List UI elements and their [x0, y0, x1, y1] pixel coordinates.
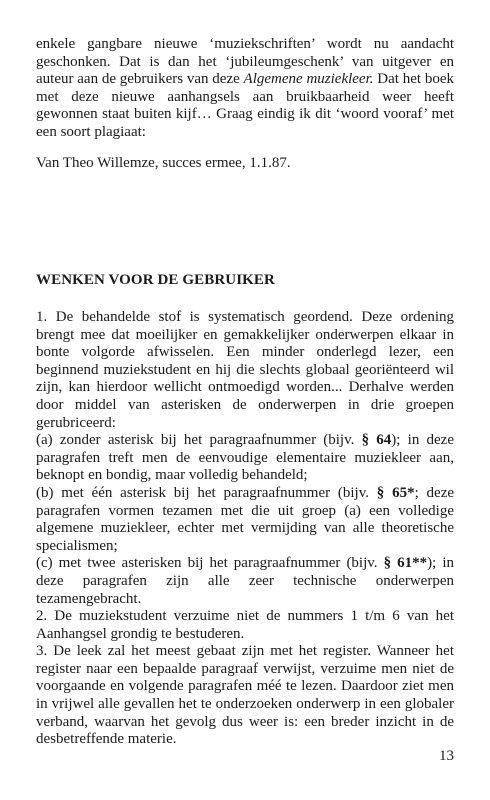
preface-closing-paragraph — [36, 36, 454, 142]
preface-signature: Van Theo Willemze, succes ermee, 1.1.87. — [36, 155, 291, 171]
preface-text-part1: enkele gangbare nieuwe ‘muziekschriften’ wordt nu aandacht geschonken. Dat is dan het ‘jubileumgeschenk’ van uitgever en auteur aan de gebruikers van deze — [36, 36, 454, 88]
book-title: Algemene muziekleer. — [243, 71, 374, 88]
tip-3-paragraph: 3. De leek zal het meest gebaat zijn met het register. Wanneer het register naar een bepaalde paragraaf verwijst, verzuime men niet de voorgaande en volgende paragrafen méé te lezen. Daardoor ziet men in vrijwel alle gevallen het te onderzoeken onderwerp in een globaler verband, waarvan het gevolg dus weer is: een breder inzicht in de desbetreffende materie. — [36, 643, 454, 748]
tip-1-paragraph: 1. De behandelde stof is systematisch geordend. Deze ordening brengt mee dat moeilijker en gemakkelijker onderwerpen elkaar in bonte volgorde afwisselen. Een minder onderlegd lezer, een beginnend muziekstudent en hij die slechts globaal georiënteerd wil zijn, kan hierdoor wellicht ontmoedigd worden... Derhalve werden door middel van asterisken de onderwerpen in drie groepen gerubriceerd: — [36, 309, 454, 431]
page-number: 13 — [439, 748, 454, 764]
group-a-text-end: ); in deze paragrafen treft men de eenvoudige elementaire muziekleer aan, beknopt en bondig, maar volledig behandeld; — [36, 432, 454, 484]
tip-1-group-a — [36, 432, 454, 485]
preface-text — [36, 36, 454, 142]
group-c-reference: § 61** — [383, 555, 428, 572]
group-b-reference: § 65* — [376, 484, 415, 501]
group-c-text-start: (c) met twee asterisken bij het paragraafnummer (bijv. — [36, 555, 384, 572]
user-tips-section — [36, 309, 454, 749]
group-c-text-end: ); in deze paragrafen zijn alle zeer technische onderwerpen tezamengebracht. — [36, 555, 455, 607]
group-a-reference: § 64 — [361, 432, 392, 449]
group-b-text-end: ; deze paragrafen vormen tezamen met die uit groep (a) een volledige algemene muziekleer, echter met vermijding van alle theoretische specialismen; — [36, 484, 455, 554]
tip-1-group-b — [36, 485, 454, 555]
group-b-text-start: (b) met één asterisk bij het paragraafnummer (bijv. — [36, 484, 377, 501]
group-a-text-start: (a) zonder asterisk bij het paragraafnummer (bijv. — [36, 432, 362, 449]
tip-1-group-c — [36, 555, 454, 608]
section-heading: WENKEN VOOR DE GEBRUIKER — [36, 272, 275, 288]
preface-text-part2: Dat het boek met deze nieuwe aanhangsels aan bruikbaarheid weer heeft gewonnen staat buiten kijf… Graag eindig ik dit ‘woord vooraf’ met een soort plagiaat: — [36, 71, 454, 140]
tip-2-paragraph: 2. De muziekstudent verzuime niet de nummers 1 t/m 6 van het Aanhangsel grondig te bestuderen. — [36, 608, 454, 642]
